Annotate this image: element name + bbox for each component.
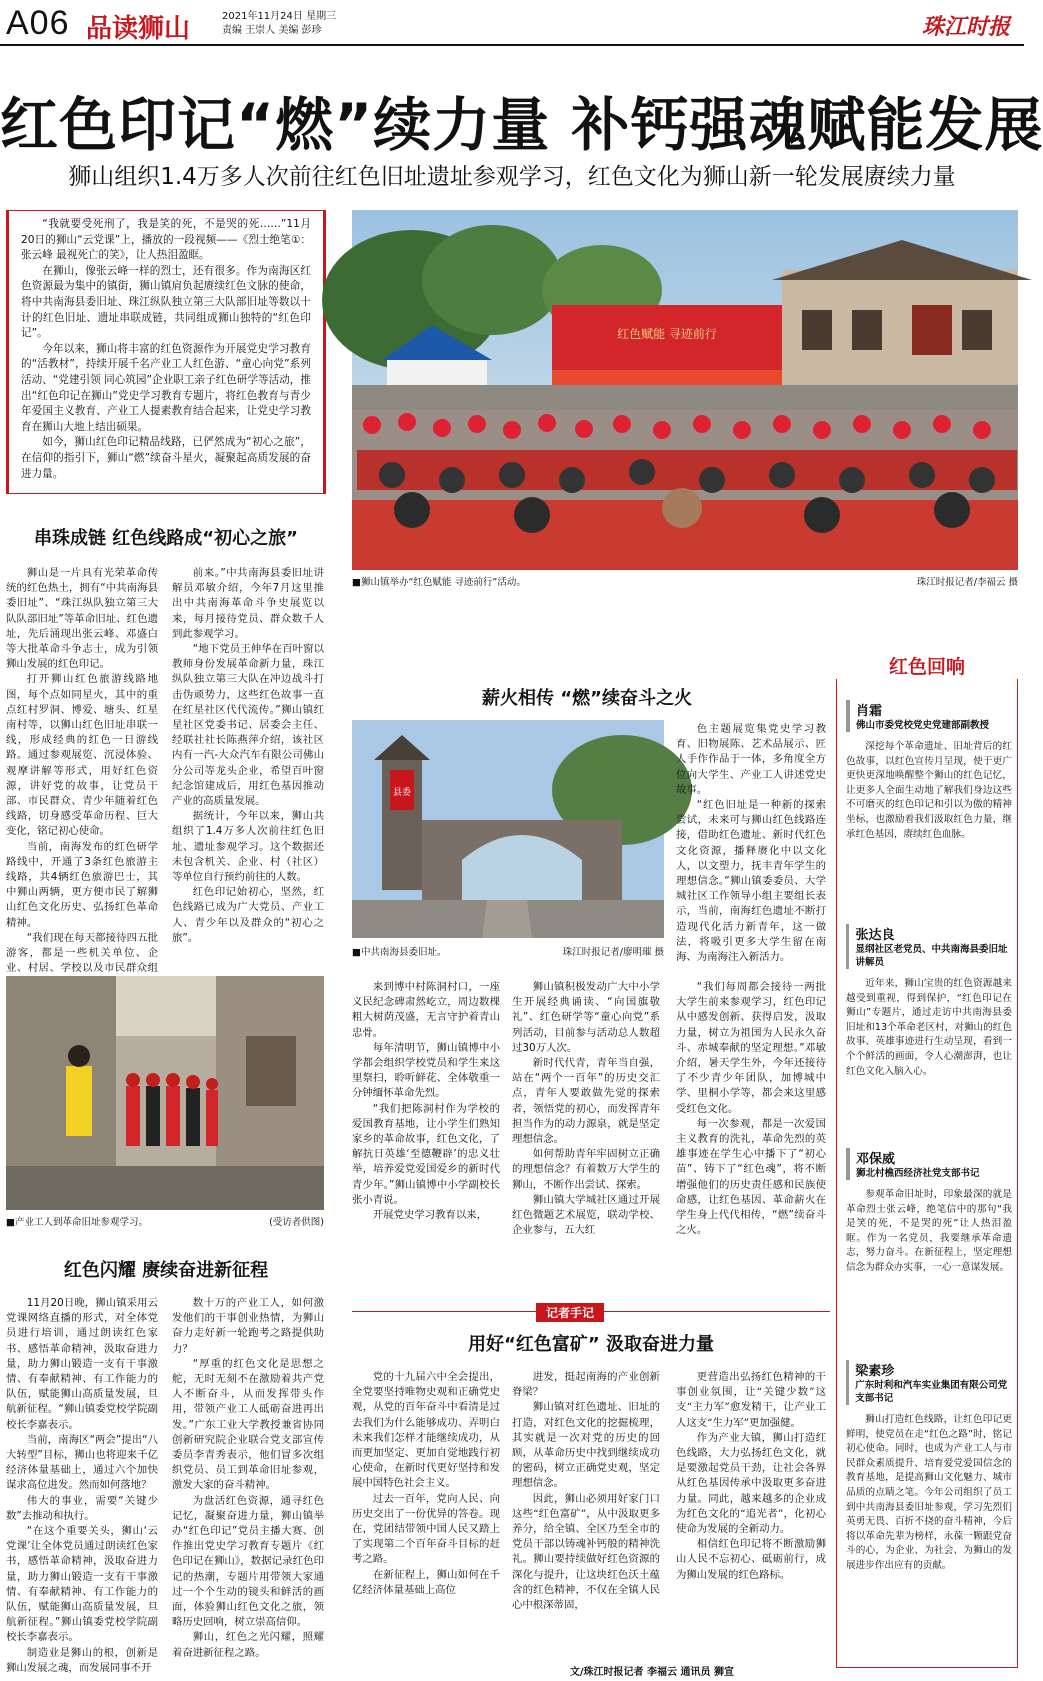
paragraph: “厚重的红色文化是思想之舵，无时无刻不在激励着共产党人不断奋斗，从而发挥带头作用，带领产业工人砥砺奋进再出发。”广东工业大学教授兼省协同创新研究院企业联合党支部宣传委员李青秀表示，他们冒多次组织党员、员工到革命旧址参观，激发大家的奋斗精神。 [172, 1357, 324, 1492]
paragraph: 每一次参观，都是一次爱国主义教育的洗礼，革命先烈的英雄事迹在学生心中播下了“初心苗”、铸下了“红色魂”，将不断增强他们的历史责任感和民族使命感，让红色基因、革命薪火在学生身上代代相传，“燃”续奋斗之火。 [676, 1117, 826, 1237]
paragraph: 作为产业大镇，狮山打造红色线路，大力弘扬红色文化，就是要激起党员干劲，让社会各界从红色基因传承中汲取更多奋进力量。同此，越来越多的企业成为红色文化的“追光者”，化初心使命为发展的全新动力。 [676, 1431, 826, 1536]
gate-sign: 县委 [392, 788, 412, 798]
paragraph: 狮山，红色之光闪耀，照耀着奋进新征程之路。 [172, 1631, 324, 1659]
quote-text: 参观革命旧址时，印象最深的就是革命烈士张云峰，绝笔信中的那句“我是笑的死，不是哭的死”让人热泪盈眶。作为一名党员，我要继承革命遗志，努力奋斗。在新征程上，坚定理想信念为群众办实事，一心一意谋发展。 [846, 1189, 1012, 1273]
stage-banner: 红色赋能 寻迹前行 [617, 327, 717, 341]
section-title: 品读狮山 [86, 14, 191, 44]
sidebar-person [846, 1148, 1012, 1348]
person-role: 佛山市委党校党史党建部副教授 [856, 720, 990, 731]
person-role: 狮北村樵西经济社党支部书记 [856, 1168, 980, 1179]
paragraph: 当前，南海区“两会”提出“八大转型”目标，狮山也将迎来千亿经济体量基础上，通过六个加快谋求高位进发。然而如何落地？ [6, 1433, 158, 1492]
section-3-col-2 [172, 1296, 324, 1676]
main-photo [352, 210, 1018, 570]
main-photo-credit: 珠江时报记者/李福云 摄 [916, 577, 1018, 588]
journal-title: 用好“红色富矿” 汲取奋进力量 [468, 1334, 714, 1355]
quote-text: 狮山打造红色线路，让红色印记更鲜明，使党员在走“红色之路”时，铭记初心使命。同时，也成为产业工人与市民群众素质提升、培育爱党爱国信念的教育基地，是提高狮山文化魅力、城市品质的点睛之笔。今年公司组织了员工到中共南海县委旧址参观，学习先烈们英勇无畏、百折不挠的奋斗精神，今后将以革命先辈为榜样，永葆一颗跟党奋斗的心，为企业、为社会、为狮山的发展进步作出应有的贡献。 [846, 1414, 1012, 1571]
paragraph: 红色印记始初心，坚然，红色线路已成为广大党员、产业工人、青少年以及群众的“初心之旅”。 [172, 886, 324, 944]
paragraph: “我们把陈洞村作为学校的爱国教育基地，让小学生们熟知家乡的革命故事，红色文化，了解抗日英雄‘至德鞭辟’的忠义壮举，培养爱党爱国爱乡的新时代青少年。”狮山镇博中小学副校长张小青说。 [352, 1102, 500, 1206]
header-divider [0, 44, 1024, 46]
paragraph: 制造业是狮山的根，创新是狮山发展之魂，而发展同事不开 [6, 1646, 158, 1674]
section-2-col-2 [512, 980, 660, 1280]
section-2-title: 薪火相传 “燃”续奋斗之火 [482, 688, 692, 709]
intro-paragraph: 如今，狮山红色印记精品线路，已俨然成为“初心之旅”，在信仰的指引下，狮山“燃”续奋斗星火，凝聚起高质发展的奋进力量。 [21, 436, 311, 480]
street-photo-caption: ■产业工人到革命旧址参观学习。 [6, 1217, 148, 1228]
person-name: 邓保威 [856, 1152, 896, 1167]
gate-photo-caption: ■中共南海县委旧址。 [352, 947, 447, 958]
intro-paragraph: 今年以来，狮山将丰富的红色资源作为开展党史学习教育的“活教材”，持续开展千名产业工人红色游、“童心向党”系列活动、“党建引领 同心筑园”企业职工亲子红色研学等活动，推出“红色印记在狮山”党史学习教育专题片，将红色教育与青少年爱国主义教育、产业工人提素教育结合起来，让党史学习教育在狮山大地上结出硕果。 [21, 342, 311, 433]
journal-col-1 [352, 1370, 500, 1660]
intro-box [6, 210, 326, 494]
street-photo-credit: (受访者供图) [269, 1217, 324, 1228]
main-photo-image [352, 210, 1018, 570]
journal-badge: 记者手记 [536, 1303, 604, 1322]
journal-col-2 [512, 1370, 660, 1660]
intro-paragraph: 在狮山，像张云峰一样的烈士，还有很多。作为南海区红色资源最为集中的镇街，狮山镇肩负起赓续红色文脉的使命，将中共南海县委旧址、珠江纵队独立第三大队部旧址等数以十计的红色旧址、遗址串联成链，共同组成狮山独特的“红色印记”。 [21, 264, 311, 340]
sidebar-person [846, 1360, 1012, 1663]
paragraph: 狮山是一片具有光荣革命传统的红色热土，拥有“中共南海县委旧址”、“珠江纵队独立第三大队队部旧址”等革命旧址、红色遗址，先后涌现出张云峰、邓盛白等大批革命斗争志士，成为引领狮山发展的红色印记。 [6, 567, 158, 671]
paragraph: 更营造出弘扬红色精神的干事创业氛围，让“关键少数”这支“主力军”愈发精干，让产业工人这支“生力军”更加强健。 [676, 1371, 826, 1429]
paragraph: 因此，狮山必须用好家门口这些“红色富矿”，从中汲取更多养分，给全镇、全区乃至全市的党员干部以铸魂补钙般的精神洗礼。狮山要持续做好红色资源的深化与提升，让这块红色沃土蕴含的红色精神，不仅在全镇人民心中根深蒂固， [512, 1492, 660, 1612]
header-info [222, 10, 336, 38]
paragraph: 每年清明节，狮山镇博中小学都会组织学校党员和学生来这里祭扫，聆听鲜花、全体敬重一分钟缅怀革命先烈。 [352, 1041, 500, 1100]
section-2-col-1 [352, 980, 500, 1280]
paragraph: 进发，挺起南海的产业创新脊梁？ [512, 1371, 660, 1399]
person-name: 肖霜 [856, 704, 883, 719]
section-1-title: 串珠成链 红色线路成“初心之旅” [34, 528, 298, 549]
paragraph: 党的十九届六中全会提出，全党要坚持唯物史观和正确党史观，从党的百年奋斗中看清是过去我们为什么能够成功、弄明白未来我们怎样才能继续成功，从而更加坚定、更加自觉地践行初心使命，在新时代更好坚持和发展中国特色社会主义。 [352, 1371, 500, 1490]
paragraph: 狮山镇积极发动广大中小学生开展经典诵读、“向国旗敬礼”、红色研学等“童心向党”系列活动，目前参与活动总人数超过30万人次。 [512, 981, 660, 1054]
person-marker [846, 1360, 849, 1405]
sub-headline: 狮山组织1.4万多人次前往红色旧址遗址参观学习，红色文化为狮山新一轮发展赓续力量 [68, 164, 956, 190]
sidebar-person [846, 924, 1012, 1163]
section-2-col-top [676, 722, 826, 976]
paragraph: 伟大的事业，需要“关键少数”去推动和执行。 [6, 1494, 158, 1522]
paragraph: 11月20日晚，狮山镇采用云党课网络直播的形式，对全体党员进行培训，通过朗读红色家书、感悟革命精神，汲取奋进力量，助力狮山锻造一支有干事激情、有奉献精神、有工作能力的队伍，赋能狮山高质量发展，旦航新征程。“狮山镇委党校学院副校长李嘉表示。 [6, 1297, 158, 1431]
newspaper-masthead: 珠江时报 [921, 14, 1010, 40]
paragraph: 据统计，今年以来，狮山共组织了1.4万多人次前往红色旧址、遗址参观学习。这个数据还未包含机关、企业、村（社区）等单位自行预约前往的人数。 [172, 810, 324, 884]
person-marker [846, 924, 849, 969]
person-name: 梁素珍 [855, 1364, 895, 1379]
paragraph: 色主题展览集党史学习教育、旧物展陈、艺术品展示、匠人手作作品于一体，多角度全方位向大学生、产业工人讲述党史故事。 [676, 723, 826, 796]
paragraph: 过去一百年，党向人民、向历史交出了一份优异的答卷。现在，党团结带领中国人民又踏上了实现第二个百年奋斗目标的赶考之路。 [352, 1492, 500, 1566]
person-role: 广东时利和汽车实业集团有限公司党支部书记 [855, 1380, 1008, 1404]
sidebar-title: 红色回响 [836, 652, 1018, 679]
person-quote [846, 1188, 1012, 1348]
person-marker [846, 700, 850, 732]
section-1-col-2 [172, 566, 324, 956]
person-marker [846, 1148, 850, 1180]
paragraph: 在新征程上，狮山如何在千亿经济体量基础上高位 [352, 1568, 500, 1596]
paragraph: 如何帮助青年牢固树立正确的理想信念？有着数万大学生的狮山，不断作出尝试、探索。 [512, 1148, 660, 1191]
paragraph: 相信红色印记将不断激励狮山人民不忘初心、砥砺前行，成为狮山发展的红色路标。 [676, 1538, 826, 1581]
paragraph: “红色旧址是一种新的探索尝试，未来可与狮山红色线路连接，借助红色遗址、新时代红色文化资源，播释赓化中以文化人，以文塑力，抚丰青年学生的理想信念。”狮山镇委委员、大学城社区工作领导小组主要组长表示，当前，南海红色遗址不断打造现代化活力新青年，这一做法，将吸引更多大学生留在南海、为南海注入新活力。 [676, 799, 826, 964]
person-name: 张达良 [855, 928, 895, 943]
page-number: A06 [6, 4, 70, 42]
section-1-col-1 [6, 566, 158, 975]
section-3-title: 红色闪耀 赓续奋进新征程 [63, 1260, 269, 1281]
street-photo [6, 976, 324, 1210]
paragraph: 为盘活红色资源，通寻红色记忆，凝聚奋进力量，狮山镇举办“红色印记”党员主播大赛、创作推出党史学习教育专题片《红色印记在狮山》，数据记录红色印记的热潮，专题片用带领大家通过一个个生动的镜头和鲜活的画面，体验狮山红色文化之旅，领略历史回响，树立崇高信仰。 [172, 1494, 324, 1629]
section-3-col-1 [6, 1296, 158, 1676]
paragraph: 打开狮山红色旅游线路地图，每个点如同星火，其中的重点红村罗洞、博爱、塘头、红星南村等，以狮山红色旧址串联一线，形成经典的红色一日游线路。通过参观展览、沉浸体验、观摩讲解等形式，用好红色资源，讲好党的故事，让党员干部、市民群众、青少年随着红色线路，切身感受革命历程、巨大变化，铭记初心使命。 [6, 673, 158, 838]
gate-photo-image [352, 720, 664, 938]
intro-paragraph: “我就要受死刑了，我是笑的死，不是哭的死……”11月20日的狮山“云党课”上，播放的一段视频——《烈士绝笔①：张云峰 最视死亡的笑》，让人热泪盈眶。 [21, 218, 311, 262]
paragraph: “我们每周都会接待一两批大学生前来参观学习，红色印记从中感发创新、获得启发，汲取力量，树立为祖国为人民永久奋斗、赤城奉献的坚定理想。”邓敏介绍，暑天学生外，今年还接待了不少青少年团队，加博城中学、里桐小学等，都会来这里感受红色文化。 [676, 981, 826, 1115]
street-photo-image [6, 976, 324, 1210]
issue-date: 2021年11月24日 星期三 [222, 11, 337, 22]
paragraph: “我们现在每天都接待四五批游客，都是一些机关单位、企业、村居、学校以及市民群众组 [6, 931, 158, 975]
paragraph: 前来。”中共南海县委旧址讲解员邓敏介绍，今年7月这里推出中共南海革命斗争史展览以来，每月接待党员、群众数千人到此参观学习。 [172, 567, 324, 640]
paragraph: “地下党员王伸华在百叶窗以教师身份发展革命新力量，珠江纵队独立第三大队在冲边战斗打击伪顽势力，这些红色故事一直在红星社区代代流传。”狮山镇红星社区党委书记、居委会主任、经联社社长陈燕萍介绍，该社区内有一汽-大众汽车有限公司佛山分公司等龙头企业，希望百叶窗纪念馆建成后，用红色基因推动产业的高质量发展。 [172, 643, 324, 808]
sidebar-person [846, 700, 1012, 916]
gate-photo [352, 720, 664, 938]
paragraph: 当前，南海发布的红色研学路线中，开通了3条红色旅游主线路，共4辆红色旅游巴士，其中狮山两辆，更方便市民了解狮山红色文化历史、弘扬红色革命精神。 [6, 840, 158, 929]
person-role: 显纲社区老党员、中共南海县委旧址讲解员 [855, 944, 1008, 968]
paragraph: 开展党史学习教育以来， [372, 1209, 488, 1222]
person-quote [846, 977, 1012, 1163]
paragraph: 来到博中村陈洞村口，一座义民纪念碑肃然屹立，周边数棵粗大树荫茂盛，无言守护着青山忠骨。 [352, 981, 500, 1039]
paragraph: 新时代代青，青年当自强，站在“两个一百年”的历史交汇点，青年人要敢做先觉的探索者，领悟党的初心，而发挥青年担当作为的动力源泉，就是坚定理想信念。 [512, 1057, 660, 1146]
quote-text: 近年来，狮山宝贵的红色资源越来越受到重视，得到保护，“红色印记在狮山”专题片，通过走访中共南海县委旧址和13个革命老区村，对狮山的红色故事、英雄事迹进行生动呈现，看到一个个鲜活的画面，令人心潮澎湃，也让红色文化入脑入心。 [846, 978, 1012, 1077]
paragraph: 狮山镇对红色遗址、旧址的打造，对红色文化的挖掘梳理，其实就是一次对党的历史的回顾，从革命历史中找到继续成功的密码，树立正确党史观，坚定理想信念。 [512, 1401, 660, 1490]
journal-col-3 [676, 1370, 826, 1660]
person-quote [846, 740, 1012, 916]
paragraph: 狮山镇大学城社区通过开展红色微题艺术展览，联动学校、企业参与，五大红 [512, 1193, 660, 1237]
main-photo-caption: ■狮山镇举办“红色赋能 寻迹前行”活动。 [352, 577, 526, 588]
paragraph: “在这个重要关头，狮山‘云党课’让全体党员通过朗读红色家书，感悟革命精神，汲取奋进力量，助力狮山锻造一支有干事激情、有奉献精神、有工作能力的队伍，赋能狮山高质量发展，旦航新征程。”狮山镇委党校学院副校长李嘉表示。 [6, 1525, 158, 1644]
gate-photo-credit: 珠江时报记者/廖明璀 摄 [562, 947, 664, 958]
editors-line: 责编 王崇人 美编 彭珍 [222, 25, 322, 36]
quote-text: 深挖每个革命遗址、旧址背后的红色故事，以红色宣传月呈现，使于更广更快更深地唤醒整个狮山的红色记忆，让更多人全面生动地了解我们身边这些不可磨灭的红色印记和引以为傲的精神坐标，也激励着我们汲取红色力量，继承红色基因，赓续红色血脉。 [846, 741, 1012, 840]
section-2-col-3 [676, 980, 826, 1280]
person-quote [846, 1413, 1012, 1663]
byline: 文/珠江时报记者 李福云 通讯员 狮宣 [569, 1667, 734, 1678]
main-headline: 红色印记“燃”续力量 补钙强魂赋能发展 [0, 91, 1043, 159]
paragraph: 数十万的产业工人，如何激发他们的干事创业热情，为狮山奋力走好新一轮跑考之路提供助力？ [172, 1297, 324, 1355]
